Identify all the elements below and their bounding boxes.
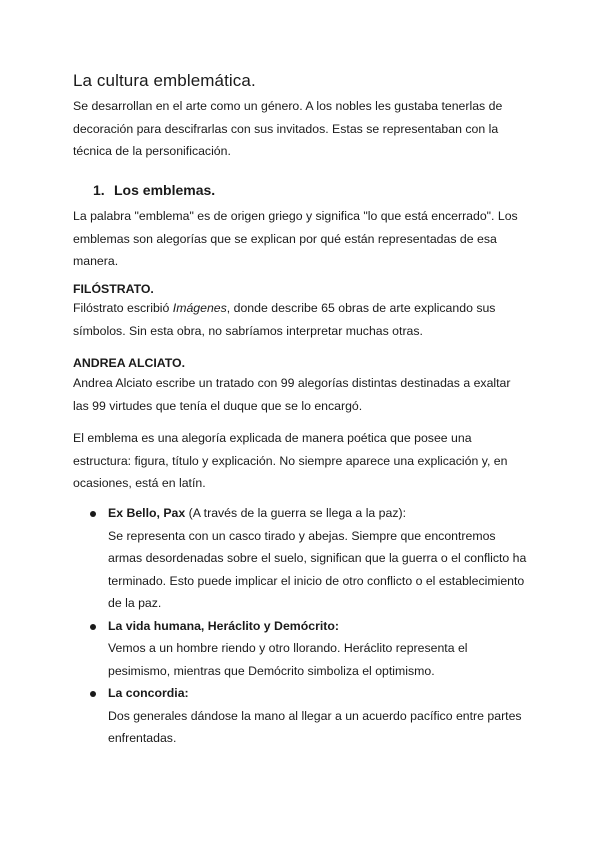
filostrato-heading: FILÓSTRATO. [73,282,154,296]
example-description: Dos generales dándose la mano al llegar a un acuerdo pacífico entre partes enfrentadas. [108,708,522,745]
intro-paragraph: Se desarrollan en el arte como un género. A los nobles les gustaba tenerlas de decoración para descifrarlas con sus invitados. Estas se representaban con la técnica de la personificación. [73,99,503,158]
filostrato-text-before: Filóstrato escribió [73,301,173,315]
list-item [73,502,528,615]
section-heading-emblemas [93,182,215,198]
bullet-icon [90,691,96,697]
section-title: Los emblemas. [114,182,216,198]
bullet-icon [90,511,96,517]
list-item [73,682,528,750]
filostrato-paragraph [73,297,528,342]
example-title: Ex Bello, Pax [108,506,186,520]
example-subtitle: (A través de la guerra se llega a la paz): [185,506,407,520]
example-title: La vida humana, Heráclito y Demócrito: [108,618,339,633]
example-description: Vemos a un hombre riendo y otro llorando. Heráclito representa el pesimismo, mientras que Demócrito simboliza el optimismo. [108,641,468,678]
page-title: La cultura emblemática. [73,71,256,90]
alciato-paragraph: Andrea Alciato escribe un tratado con 99 alegorías distintas destinadas a exaltar las 99 virtudes que tenía el duque que se lo encargó. [73,376,511,413]
alciato-heading: ANDREA ALCIATO. [73,356,186,370]
example-title: La concordia: [108,686,189,700]
filostrato-work-title: Imágenes [172,301,227,315]
emblemas-paragraph: La palabra "emblema" es de origen griego y significa "lo que está encerrado". Los emblemas son alegorías que se explican por qué están representadas de esa manera. [73,209,518,268]
emblema-definition-paragraph: El emblema es una alegoría explicada de manera poética que posee una estructura: figura, título y explicación. No siempre aparece una explicación y, en ocasiones, está en latín. [73,431,508,490]
filostrato-text-after: , donde describe 65 obras de arte explicando sus símbolos. Sin esta obra, no sabríamos interpretar muchas otras. [73,301,496,338]
bullet-icon [90,624,96,630]
examples-list [73,502,528,750]
list-item [73,615,528,683]
example-description: Se representa con un casco tirado y abejas. Siempre que encontremos armas desordenadas sobre el suelo, significan que la guerra o el conflicto ha terminado. Esto puede implicar el inicio de otro conflicto o el establecimiento de la paz. [108,528,527,610]
section-number: 1. [93,182,105,198]
